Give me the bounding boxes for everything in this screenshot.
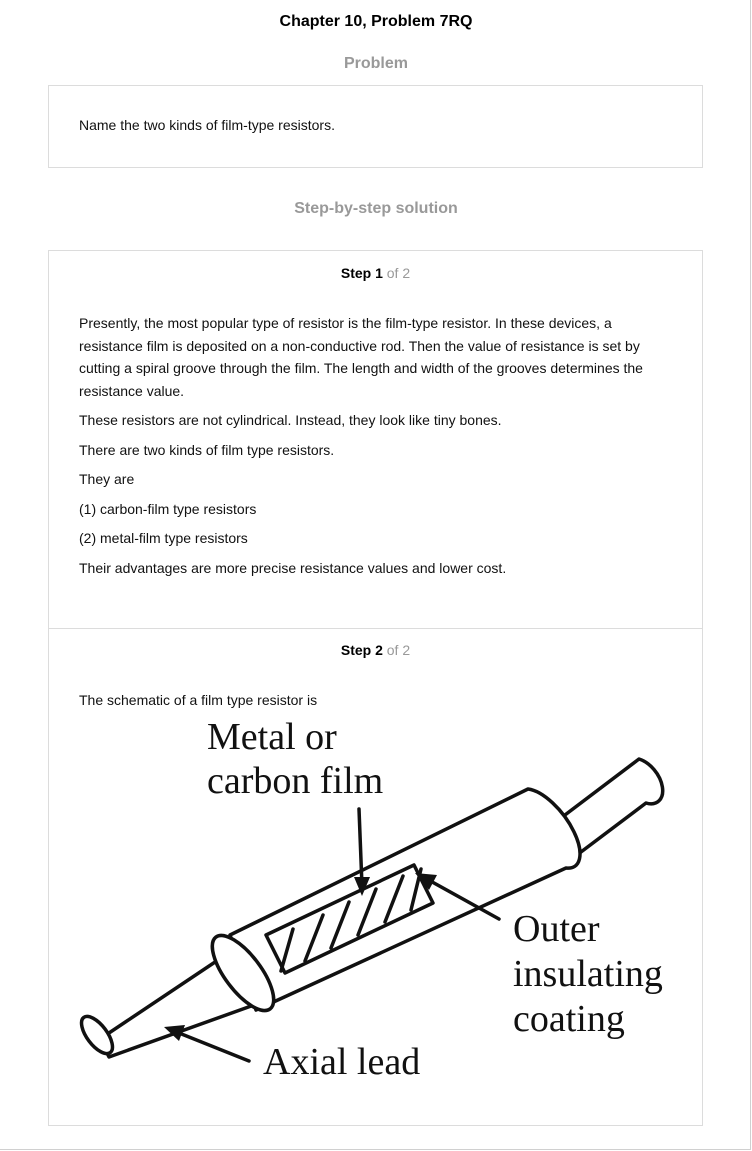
step2-intro: The schematic of a film type resistor is [79,692,318,708]
coating-label-line1: Outer [513,908,600,950]
step1-paragraph: Presently, the most popular type of resistor is the film-type resistor. In these devices, a resistance film is deposited on a non-conductive rod. Then the value of resistance is set by cutting a spiral groove through the film. The length and width of the grooves determines the resistance value. [79,315,643,399]
step1-paragraph: (1) carbon-film type resistors [79,500,257,517]
problem-box [48,85,703,168]
lead-arrow-line [174,1031,249,1061]
step1-paragraph: They are [79,471,135,487]
step1-paragraph: Their advantages are more precise resistance values and lower cost. [79,559,507,576]
step1-paragraph: (2) metal-film type resistors [79,530,248,546]
film-label-line1: Metal or [207,716,337,758]
lead-label: Axial lead [263,1041,421,1083]
problem-text: Name the two kinds of film-type resistors. [79,117,335,133]
step2-of-total: of 2 [386,642,411,658]
step1-paragraph: There are two kinds of film type resistors. [79,441,335,458]
step1-of-total: of 2 [386,265,411,281]
film-label-line2: carbon film [207,760,384,802]
film-resistor-diagram [49,251,702,1125]
chapter-title: Chapter 10, Problem 7RQ [279,13,473,30]
coating-label-line3: coating [513,998,625,1040]
coating-label-line2: insulating [513,953,663,995]
solution-box [48,250,703,1126]
solution-heading: Step-by-step solution [294,200,458,217]
step1-title: Step 1 [340,265,383,281]
step2-title: Step 2 [340,642,383,658]
step1-paragraph: These resistors are not cylindrical. Instead, they look like tiny bones. [79,412,502,428]
problem-heading: Problem [343,55,408,72]
